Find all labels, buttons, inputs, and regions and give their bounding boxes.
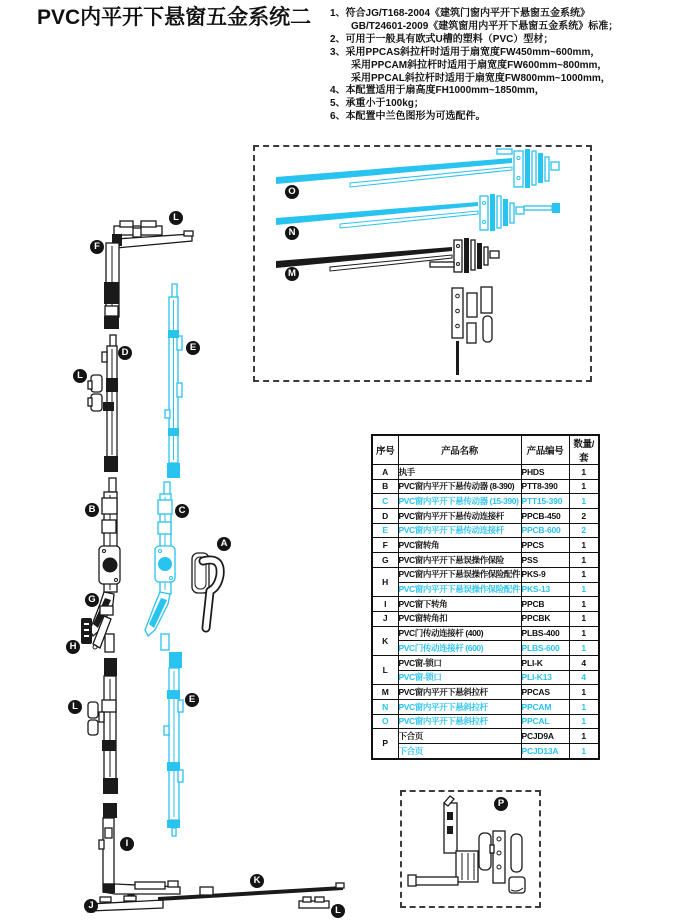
part-label-C: C	[175, 504, 189, 518]
part-label-M: M	[285, 267, 299, 281]
serial-cell: E	[372, 523, 398, 538]
product-name-cell: PVC窗转角扣	[398, 611, 521, 626]
header-code: 产品编号	[521, 435, 569, 465]
parts-table-body	[372, 465, 599, 759]
header-serial: 序号	[372, 435, 398, 465]
product-code-cell: PPCBK	[521, 611, 569, 626]
product-code-cell: PTT8-390	[521, 479, 569, 494]
part-label-L: L	[68, 700, 82, 714]
table-row	[372, 670, 599, 685]
table-row	[372, 509, 599, 524]
part-label-E: E	[186, 341, 200, 355]
lock-keeper-L3-drawing	[88, 702, 98, 735]
optional-parts-box-top	[253, 145, 592, 382]
table-row	[372, 655, 599, 670]
part-label-L: L	[331, 904, 345, 918]
product-name-cell: PVC窗内平开下悬误操作保险配件	[398, 567, 521, 582]
optional-parts-box-bottom	[400, 790, 541, 908]
part-label-B: B	[85, 503, 99, 517]
quantity-cell: 1	[569, 744, 599, 759]
quantity-cell: 1	[569, 494, 599, 509]
part-label-H: H	[66, 640, 80, 654]
page-title: PVC内平开下悬窗五金系统二	[37, 6, 312, 29]
part-label-P: P	[494, 797, 508, 811]
corner-drive-F-drawing	[104, 228, 193, 329]
quantity-cell: 1	[569, 685, 599, 700]
serial-cell: H	[372, 567, 398, 596]
part-label-I: I	[120, 837, 134, 851]
part-label-E: E	[185, 693, 199, 707]
drive-rod-E2-drawing	[164, 652, 183, 836]
product-name-cell: PVC窗内平开下悬传动连接杆	[398, 523, 521, 538]
note-line: 3、采用PPCAS斜拉杆时适用于扇宽度FW450mm~600mm，	[330, 46, 601, 58]
quantity-cell: 1	[569, 465, 599, 480]
product-name-cell: PVC窗内平开下悬传动器 (15-390)	[398, 494, 521, 509]
product-name-cell: PVC门传动连接杆 (600)	[398, 641, 521, 656]
table-row	[372, 553, 599, 568]
note-line: 6、本配置中兰色图形为可选配件。	[330, 111, 486, 123]
quantity-cell: 1	[569, 626, 599, 641]
note-line: 采用PPCAL斜拉杆时适用于扇宽度FW800mm~1000mm，	[351, 72, 611, 84]
serial-cell: N	[372, 700, 398, 715]
part-label-L: L	[169, 211, 183, 225]
product-code-cell: PPCAL	[521, 714, 569, 729]
product-name-cell: 下合页	[398, 729, 521, 744]
serial-cell: O	[372, 714, 398, 729]
part-label-N: N	[285, 226, 299, 240]
product-code-cell: PCJD9A	[521, 729, 569, 744]
quantity-cell: 2	[569, 523, 599, 538]
note-line: 4、本配置适用于扇高度FH1000mm~1850mm，	[330, 85, 545, 97]
note-line: 采用PPCAM斜拉杆时适用于扇宽度FW600mm~800mm，	[351, 59, 608, 71]
quantity-cell: 1	[569, 714, 599, 729]
product-code-cell: PPCAS	[521, 685, 569, 700]
table-row	[372, 582, 599, 597]
misuse-accessory-H-drawing	[81, 618, 92, 644]
quantity-cell: 1	[569, 611, 599, 626]
lock-keeper-L2-drawing	[88, 375, 102, 411]
corner-keeper-J-drawing	[88, 896, 163, 912]
product-name-cell: PVC窗内平开下悬误操作保险配件	[398, 582, 521, 597]
part-label-J: J	[84, 899, 98, 913]
drive-rod-E1-drawing	[165, 284, 182, 478]
table-row	[372, 700, 599, 715]
product-code-cell: PCJD13A	[521, 744, 569, 759]
serial-cell: L	[372, 655, 398, 684]
parts-table	[371, 434, 600, 760]
serial-cell: D	[372, 509, 398, 524]
product-name-cell: PVC窗内平开下悬斜拉杆	[398, 700, 521, 715]
quantity-cell: 1	[569, 597, 599, 612]
product-name-cell: 执手	[398, 465, 521, 480]
product-name-cell: PVC窗内平开下悬传动器 (8-390)	[398, 479, 521, 494]
serial-cell: F	[372, 538, 398, 553]
quantity-cell: 1	[569, 538, 599, 553]
quantity-cell: 4	[569, 655, 599, 670]
product-code-cell: PKS-9	[521, 567, 569, 582]
part-label-K: K	[250, 874, 264, 888]
product-name-cell: PVC窗内平开下悬斜拉杆	[398, 714, 521, 729]
product-code-cell: PPCS	[521, 538, 569, 553]
serial-cell: B	[372, 479, 398, 494]
quantity-cell: 1	[569, 729, 599, 744]
product-name-cell: 下合页	[398, 744, 521, 759]
table-row	[372, 626, 599, 641]
serial-cell: P	[372, 729, 398, 759]
product-name-cell: PVC窗内平开下悬斜拉杆	[398, 685, 521, 700]
serial-cell: A	[372, 465, 398, 480]
table-row	[372, 479, 599, 494]
product-name-cell: PVC窗-锁口	[398, 670, 521, 685]
note-line: 1、符合JG/T168-2004《建筑门窗内平开下悬窗五金系统》	[330, 8, 591, 19]
product-name-cell: PVC窗-锁口	[398, 655, 521, 670]
product-code-cell: PHDS	[521, 465, 569, 480]
notes-list	[330, 8, 686, 124]
note-line: GB/T24601-2009《建筑窗用内平开下悬窗五金系统》标准；	[351, 20, 619, 32]
bottom-corner-I-drawing	[99, 803, 180, 901]
quantity-cell: 1	[569, 641, 599, 656]
table-row	[372, 597, 599, 612]
product-code-cell: PLI-K13	[521, 670, 569, 685]
part-label-G: G	[85, 593, 99, 607]
table-row	[372, 685, 599, 700]
table-row	[372, 641, 599, 656]
header-qty: 数量/套	[569, 435, 599, 465]
product-code-cell: PPCB-450	[521, 509, 569, 524]
serial-cell: J	[372, 611, 398, 626]
quantity-cell: 1	[569, 582, 599, 597]
quantity-cell: 1	[569, 479, 599, 494]
serial-cell: M	[372, 685, 398, 700]
table-row	[372, 611, 599, 626]
part-label-O: O	[285, 185, 299, 199]
product-code-cell: PLBS-400	[521, 626, 569, 641]
table-row	[372, 494, 599, 509]
table-row	[372, 714, 599, 729]
quantity-cell: 2	[569, 509, 599, 524]
product-code-cell: PSS	[521, 553, 569, 568]
table-row	[372, 744, 599, 759]
serial-cell: C	[372, 494, 398, 509]
quantity-cell: 1	[569, 553, 599, 568]
product-code-cell: PLBS-600	[521, 641, 569, 656]
product-name-cell: PVC窗内平开下悬传动连接杆	[398, 509, 521, 524]
product-code-cell: PPCB	[521, 597, 569, 612]
table-row	[372, 729, 599, 744]
gearbox-C-drawing	[145, 482, 175, 650]
product-code-cell: PPCB-600	[521, 523, 569, 538]
quantity-cell: 1	[569, 700, 599, 715]
part-label-A: A	[217, 537, 231, 551]
product-name-cell: PVC窗下转角	[398, 597, 521, 612]
product-name-cell: PVC门传动连接杆 (400)	[398, 626, 521, 641]
product-code-cell: PPCAM	[521, 700, 569, 715]
drive-rod-D-drawing	[102, 335, 118, 472]
handle-A-drawing	[192, 553, 220, 628]
part-label-D: D	[118, 346, 132, 360]
table-row	[372, 538, 599, 553]
table-header-row	[372, 435, 599, 465]
part-label-F: F	[90, 240, 104, 254]
lock-keeper-L4-drawing	[299, 897, 329, 908]
table-row	[372, 523, 599, 538]
lower-drive-rod-drawing	[99, 658, 118, 794]
table-row	[372, 567, 599, 582]
note-line: 5、承重小于100kg；	[330, 98, 424, 110]
product-code-cell: PTT15-390	[521, 494, 569, 509]
header-name: 产品名称	[398, 435, 521, 465]
product-name-cell: PVC窗转角	[398, 538, 521, 553]
quantity-cell: 4	[569, 670, 599, 685]
note-line: 2、可用于一般具有欧式U槽的塑料（PVC）型材；	[330, 33, 554, 45]
serial-cell: K	[372, 626, 398, 655]
product-name-cell: PVC窗内平开下悬误操作保险	[398, 553, 521, 568]
quantity-cell: 1	[569, 567, 599, 582]
product-code-cell: PLI-K	[521, 655, 569, 670]
serial-cell: I	[372, 597, 398, 612]
table-row	[372, 465, 599, 480]
product-code-cell: PKS-13	[521, 582, 569, 597]
serial-cell: G	[372, 553, 398, 568]
part-label-L: L	[73, 369, 87, 383]
